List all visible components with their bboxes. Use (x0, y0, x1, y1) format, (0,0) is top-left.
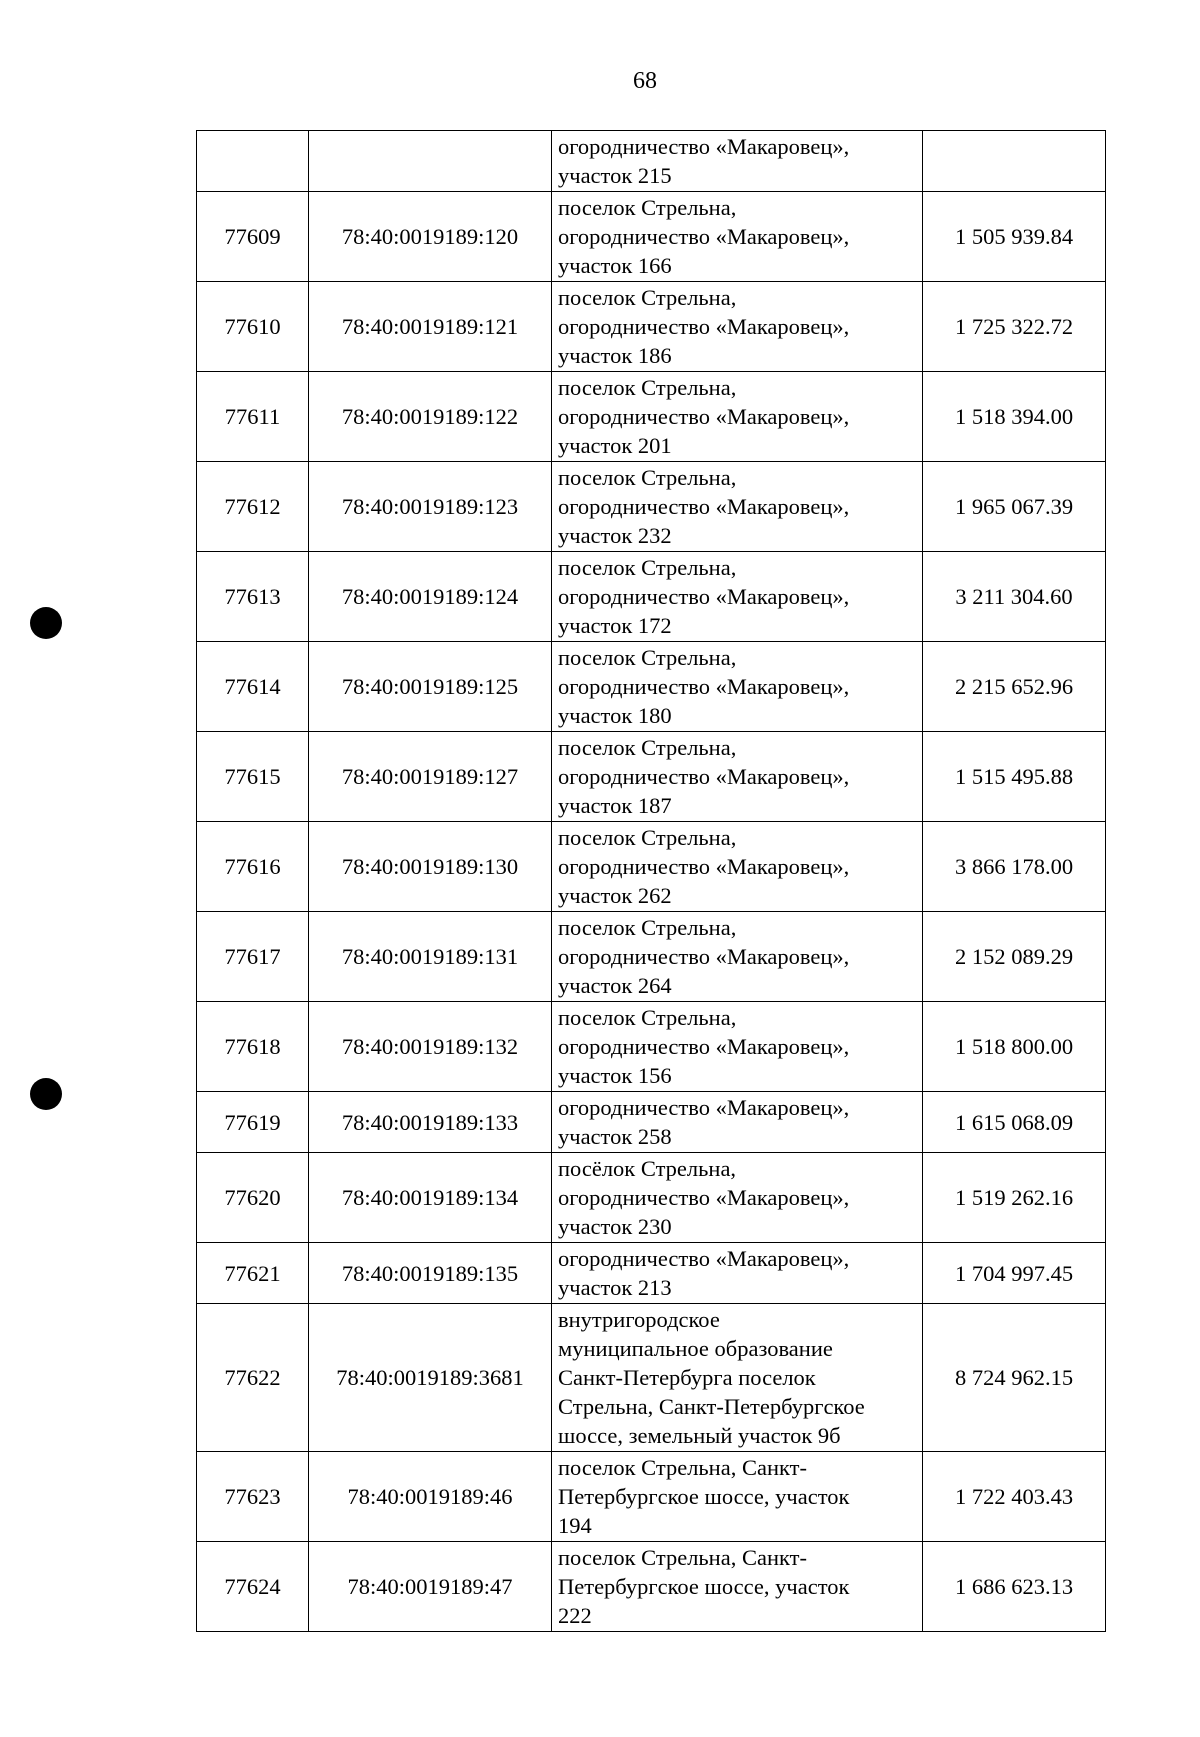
table-row (197, 642, 1106, 732)
table-row (197, 131, 1106, 192)
value-cell: 1 686 623.13 (923, 1542, 1106, 1632)
table-row (197, 1452, 1106, 1542)
row-number: 77619 (197, 1092, 309, 1153)
value-cell: 3 866 178.00 (923, 822, 1106, 912)
row-number: 77620 (197, 1153, 309, 1243)
address-cell: огородничество «Макаровец», участок 213 (552, 1243, 923, 1304)
address-cell: поселок Стрельна, огородничество «Макаровец», участок 262 (552, 822, 923, 912)
value-cell: 1 725 322.72 (923, 282, 1106, 372)
value-cell: 2 215 652.96 (923, 642, 1106, 732)
row-number: 77624 (197, 1542, 309, 1632)
cadastral-number: 78:40:0019189:120 (309, 192, 552, 282)
cadastral-number: 78:40:0019189:122 (309, 372, 552, 462)
table-row (197, 1542, 1106, 1632)
address-cell: огородничество «Макаровец», участок 258 (552, 1092, 923, 1153)
land-plot-table (196, 130, 1106, 1632)
row-number: 77618 (197, 1002, 309, 1092)
table-row (197, 1153, 1106, 1243)
cadastral-number: 78:40:0019189:3681 (309, 1304, 552, 1452)
address-cell: поселок Стрельна, огородничество «Макаровец», участок 180 (552, 642, 923, 732)
address-cell: поселок Стрельна, Санкт- Петербургское шоссе, участок 222 (552, 1542, 923, 1632)
row-number: 77610 (197, 282, 309, 372)
table-row (197, 1092, 1106, 1153)
value-cell: 1 505 939.84 (923, 192, 1106, 282)
row-number: 77613 (197, 552, 309, 642)
cadastral-number: 78:40:0019189:121 (309, 282, 552, 372)
cadastral-number: 78:40:0019189:127 (309, 732, 552, 822)
table-row (197, 732, 1106, 822)
value-cell: 1 704 997.45 (923, 1243, 1106, 1304)
value-cell: 2 152 089.29 (923, 912, 1106, 1002)
value-cell: 1 722 403.43 (923, 1452, 1106, 1542)
cadastral-number: 78:40:0019189:47 (309, 1542, 552, 1632)
cadastral-number: 78:40:0019189:133 (309, 1092, 552, 1153)
table-row (197, 1243, 1106, 1304)
address-cell: посёлок Стрельна, огородничество «Макаровец», участок 230 (552, 1153, 923, 1243)
cadastral-number: 78:40:0019189:134 (309, 1153, 552, 1243)
row-number: 77612 (197, 462, 309, 552)
row-number (197, 131, 309, 192)
cadastral-number: 78:40:0019189:125 (309, 642, 552, 732)
address-cell: поселок Стрельна, огородничество «Макаровец», участок 186 (552, 282, 923, 372)
cadastral-number: 78:40:0019189:124 (309, 552, 552, 642)
table-row (197, 912, 1106, 1002)
address-cell: внутригородское муниципальное образование Санкт-Петербурга поселок Стрельна, Санкт-Петербургское шоссе, земельный участок 9б (552, 1304, 923, 1452)
value-cell (923, 131, 1106, 192)
table-row (197, 192, 1106, 282)
address-cell: поселок Стрельна, огородничество «Макаровец», участок 187 (552, 732, 923, 822)
value-cell: 3 211 304.60 (923, 552, 1106, 642)
value-cell: 1 518 394.00 (923, 372, 1106, 462)
cadastral-number: 78:40:0019189:132 (309, 1002, 552, 1092)
cadastral-number: 78:40:0019189:130 (309, 822, 552, 912)
table-row (197, 1304, 1106, 1452)
row-number: 77611 (197, 372, 309, 462)
table-row (197, 462, 1106, 552)
address-cell: поселок Стрельна, Санкт- Петербургское шоссе, участок 194 (552, 1452, 923, 1542)
table-row (197, 1002, 1106, 1092)
row-number: 77622 (197, 1304, 309, 1452)
row-number: 77615 (197, 732, 309, 822)
row-number: 77621 (197, 1243, 309, 1304)
address-cell: поселок Стрельна, огородничество «Макаровец», участок 156 (552, 1002, 923, 1092)
table-row (197, 822, 1106, 912)
table-row (197, 372, 1106, 462)
cadastral-number: 78:40:0019189:46 (309, 1452, 552, 1542)
address-cell: огородничество «Макаровец», участок 215 (552, 131, 923, 192)
punch-hole-mark (30, 1078, 62, 1110)
value-cell: 1 515 495.88 (923, 732, 1106, 822)
value-cell: 1 519 262.16 (923, 1153, 1106, 1243)
value-cell: 1 965 067.39 (923, 462, 1106, 552)
row-number: 77617 (197, 912, 309, 1002)
row-number: 77623 (197, 1452, 309, 1542)
value-cell: 8 724 962.15 (923, 1304, 1106, 1452)
address-cell: поселок Стрельна, огородничество «Макаровец», участок 201 (552, 372, 923, 462)
row-number: 77616 (197, 822, 309, 912)
cadastral-number: 78:40:0019189:123 (309, 462, 552, 552)
row-number: 77614 (197, 642, 309, 732)
address-cell: поселок Стрельна, огородничество «Макаровец», участок 166 (552, 192, 923, 282)
value-cell: 1 615 068.09 (923, 1092, 1106, 1153)
value-cell: 1 518 800.00 (923, 1002, 1106, 1092)
page-number: 68 (633, 68, 657, 94)
cadastral-number: 78:40:0019189:135 (309, 1243, 552, 1304)
table-row (197, 552, 1106, 642)
address-cell: поселок Стрельна, огородничество «Макаровец», участок 232 (552, 462, 923, 552)
address-cell: поселок Стрельна, огородничество «Макаровец», участок 172 (552, 552, 923, 642)
table-row (197, 282, 1106, 372)
punch-hole-mark (30, 607, 62, 639)
cadastral-number: 78:40:0019189:131 (309, 912, 552, 1002)
address-cell: поселок Стрельна, огородничество «Макаровец», участок 264 (552, 912, 923, 1002)
row-number: 77609 (197, 192, 309, 282)
cadastral-number (309, 131, 552, 192)
